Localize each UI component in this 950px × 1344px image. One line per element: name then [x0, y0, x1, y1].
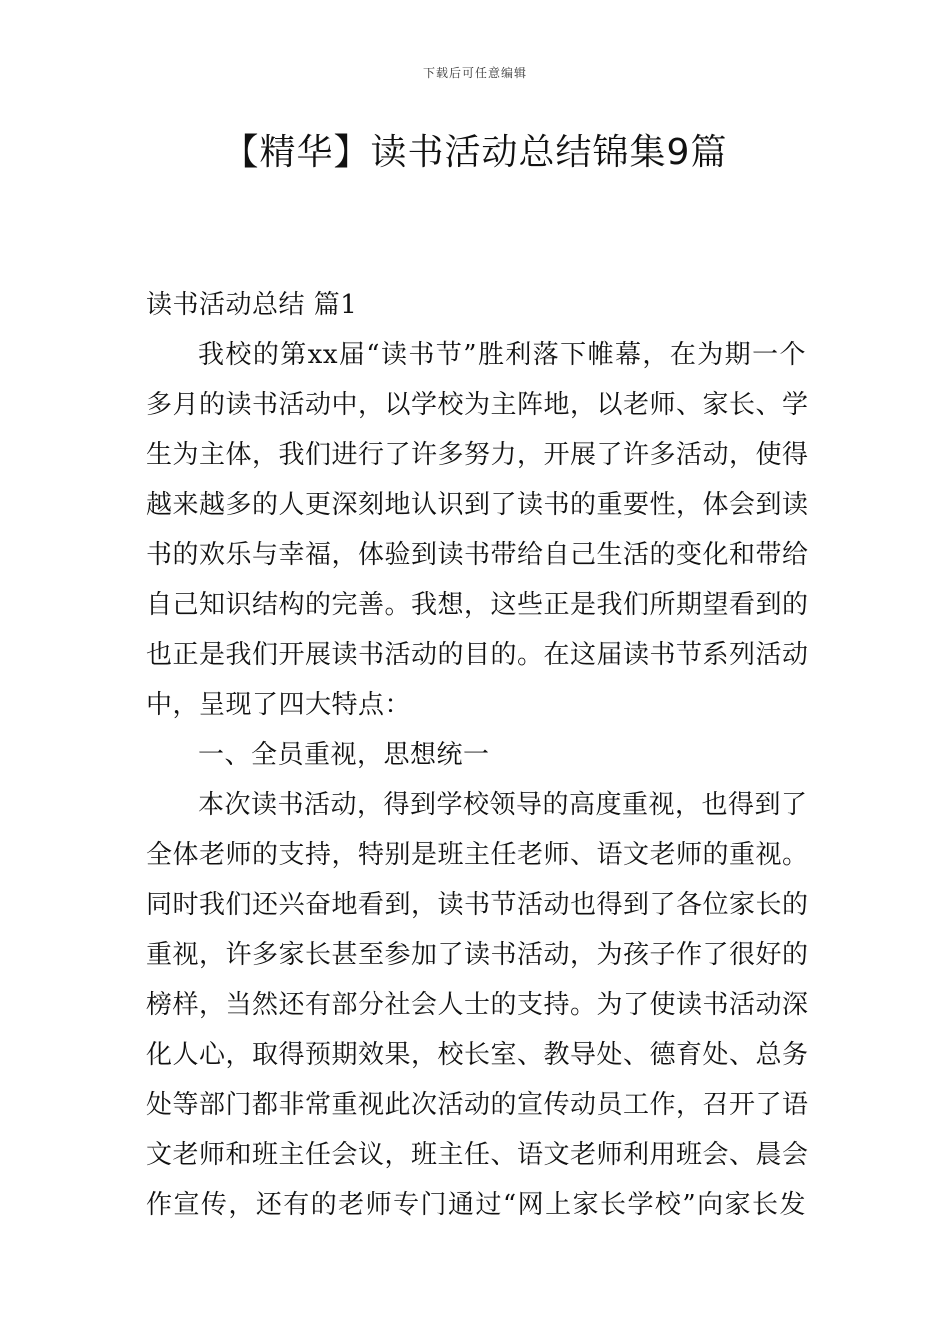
paragraph-line: 处等部门都非常重视此次活动的宣传动员工作，召开了语	[146, 1090, 809, 1120]
paragraph-line: 重视，许多家长甚至参加了读书活动，为孩子作了很好的	[146, 940, 809, 970]
paragraph-line: 我校的第xx届“读书节”胜利落下帷幕，在为期一个	[198, 340, 806, 370]
paragraph-line: 也正是我们开展读书活动的目的。在这届读书节系列活动	[146, 640, 809, 670]
header-note: 下载后可任意编辑	[422, 66, 527, 80]
subheading: 一、全员重视，思想统一	[198, 740, 490, 770]
paragraph-line: 文老师和班主任会议，班主任、语文老师利用班会、晨会	[146, 1140, 809, 1170]
paragraph-line: 中，呈现了四大特点：	[146, 690, 412, 720]
paragraph-line: 生为主体，我们进行了许多努力，开展了许多活动，使得	[146, 440, 809, 470]
paragraph-line: 越来越多的人更深刻地认识到了读书的重要性，体会到读	[146, 490, 809, 520]
paragraph-line: 自己知识结构的完善。我想，这些正是我们所期望看到的	[146, 590, 809, 620]
paragraph-line: 同时我们还兴奋地看到，读书节活动也得到了各位家长的	[146, 890, 809, 920]
paragraph-line: 书的欢乐与幸福，体验到读书带给自己生活的变化和带给	[146, 540, 809, 570]
document-title: 【精华】读书活动总结锦集9篇	[222, 132, 728, 173]
paragraph-line: 本次读书活动，得到学校领导的高度重视，也得到了	[198, 790, 808, 820]
document-body	[146, 280, 809, 1230]
paragraph-line: 榜样，当然还有部分社会人士的支持。为了使读书活动深	[146, 990, 809, 1020]
paragraph-line: 作宣传，还有的老师专门通过“网上家长学校”向家长发	[146, 1190, 806, 1220]
section-heading: 读书活动总结 篇1	[146, 290, 358, 320]
paragraph-line: 化人心，取得预期效果，校长室、教导处、德育处、总务	[146, 1040, 809, 1070]
paragraph-line: 多月的读书活动中，以学校为主阵地，以老师、家长、学	[146, 390, 809, 420]
paragraph-line: 全体老师的支持，特别是班主任老师、语文老师的重视。	[146, 840, 809, 870]
